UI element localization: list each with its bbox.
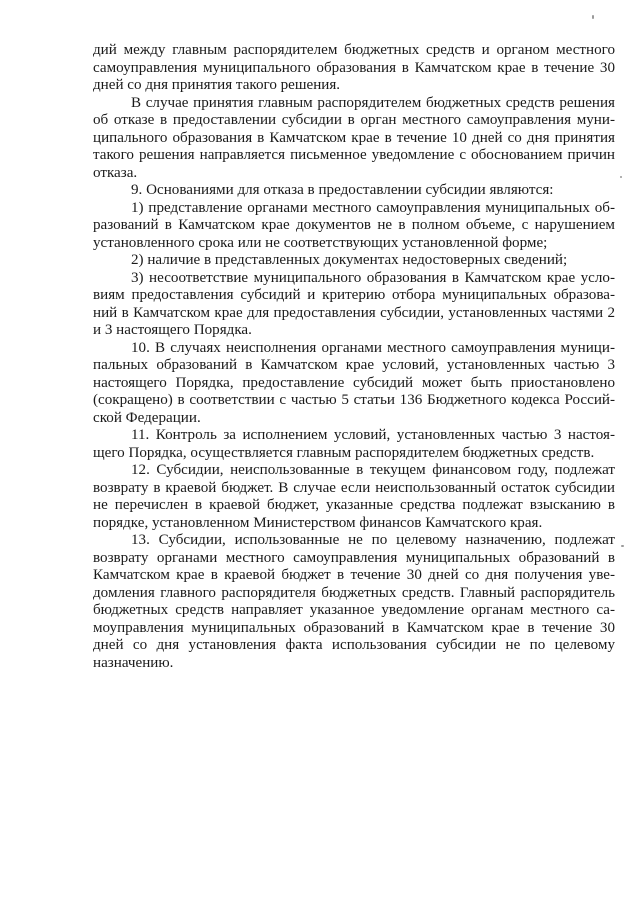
text-line: ципального образования в Камчатском крае в течение 10 дней со дня принятия — [93, 129, 615, 146]
text-line: 3) несоответствие муниципального образования в Камчатском крае усло- — [131, 269, 615, 286]
text-line: настоящего Порядка, предоставление субсидий может быть приостановлено — [93, 374, 615, 391]
text-line: моуправления муниципальных образований в Камчатском крае в течение 30 — [93, 619, 615, 636]
text-line: Камчатском крае в краевой бюджет в течение 30 дней со дня получения уве- — [93, 567, 615, 583]
text-line: дий между главным распорядителем бюджетных средств и органом местного — [93, 42, 615, 58]
text-line: домления главного распорядителя бюджетных средств. Главный распорядитель — [93, 584, 615, 601]
text-line: назначению. — [93, 654, 174, 671]
text-line: 10. В случаях неисполнения органами местного самоуправления муници- — [131, 339, 615, 356]
text-line: возврату органами местного самоуправления муниципальных образований в — [93, 549, 615, 566]
document-body — [93, 42, 615, 672]
text-line: дней со дня принятия такого решения. — [93, 77, 341, 93]
text-line: дней со дня установления факта использования субсидии не по целевому — [93, 637, 615, 653]
text-line: порядке, установленном Министерством финансов Камчатского края. — [93, 514, 543, 531]
scan-mark — [592, 15, 594, 19]
text-line: бюджетных средств направляет указанное уведомление органам местного са- — [93, 602, 615, 618]
text-line: ской Федерации. — [93, 409, 201, 426]
text-line: такого решения направляется письменное уведомление с обоснованием причин — [93, 147, 615, 163]
text-line: В случае принятия главным распорядителем бюджетных средств решения — [131, 94, 615, 111]
text-line: 11. Контроль за исполнением условий, установленных частью 3 настоя- — [131, 427, 615, 443]
text-line: разований в Камчатском крае документов не в полном объеме, с нарушением — [93, 217, 615, 233]
text-line: 12. Субсидии, неиспользованные в текущем финансовом году, подлежат — [131, 462, 615, 478]
text-line: установленного срока или не соответствующих установленной форме; — [93, 234, 548, 251]
text-line: и 3 настоящего Порядка. — [93, 322, 252, 338]
text-line: 1) представление органами местного самоуправления муниципальных об- — [131, 199, 615, 216]
text-line: 9. Основаниями для отказа в предоставлении субсидии являются: — [131, 182, 554, 198]
text-line: отказа. — [93, 164, 138, 181]
scan-mark — [620, 176, 622, 178]
text-line: (сокращено) в соответствии с частью 5 статьи 136 Бюджетного кодекса Россий- — [93, 392, 615, 408]
text-line: 13. Субсидии, использованные не по целевому назначению, подлежат — [131, 532, 615, 548]
text-line: самоуправления муниципального образования в Камчатском крае в течение 30 — [93, 59, 615, 76]
text-line: возврату в краевой бюджет. В случае если неиспользованный остаток субсидии — [93, 479, 615, 496]
text-line: щего Порядка, осуществляется главным распорядителем бюджетных средств. — [93, 444, 595, 461]
scan-mark — [621, 545, 624, 547]
text-line: виям предоставления субсидий и критерию отбора муниципальных образова- — [93, 287, 615, 303]
text-line: не перечислен в краевой бюджет, указанные средства подлежат взысканию в — [93, 497, 615, 513]
text-line: ний в Камчатском крае для предоставления субсидии, установленных частями 2 — [93, 304, 615, 321]
text-line: пальных образований в Камчатском крае условий, установленных частью 3 — [93, 357, 615, 373]
text-line: 2) наличие в представленных документах недостоверных сведений; — [131, 252, 568, 268]
text-line: об отказе в предоставлении субсидии в орган местного самоуправления муни- — [93, 112, 615, 128]
